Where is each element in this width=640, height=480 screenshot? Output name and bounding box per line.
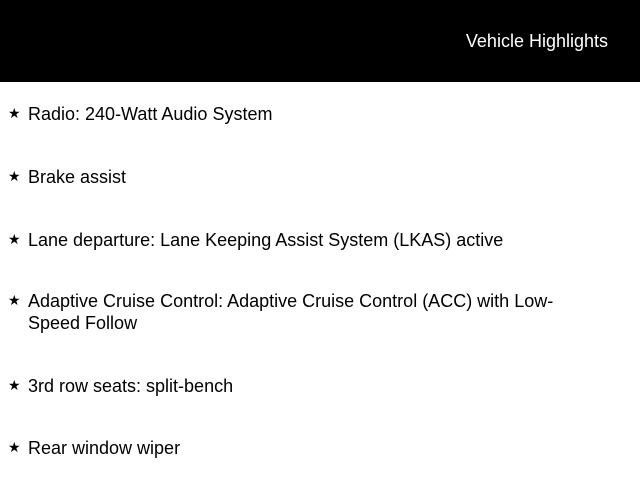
list-item-label: Brake assist bbox=[28, 167, 127, 187]
star-icon: ★ bbox=[8, 377, 21, 393]
list-item-label: Rear window wiper bbox=[28, 438, 181, 458]
list-item-label: 3rd row seats: split-bench bbox=[28, 376, 234, 396]
list-item-label: Lane departure: Lane Keeping Assist System (LKAS) active bbox=[28, 230, 504, 250]
star-icon: ★ bbox=[8, 105, 21, 121]
star-icon: ★ bbox=[8, 439, 21, 455]
page-title: Vehicle Highlights bbox=[465, 31, 608, 51]
star-icon: ★ bbox=[8, 168, 21, 184]
list-item-label: Adaptive Cruise Control: Adaptive Cruise Control (ACC) with Low-Speed Follow bbox=[28, 291, 554, 333]
star-icon: ★ bbox=[8, 231, 21, 247]
list-item-label: Radio: 240-Watt Audio System bbox=[28, 104, 273, 124]
star-icon: ★ bbox=[8, 292, 21, 308]
